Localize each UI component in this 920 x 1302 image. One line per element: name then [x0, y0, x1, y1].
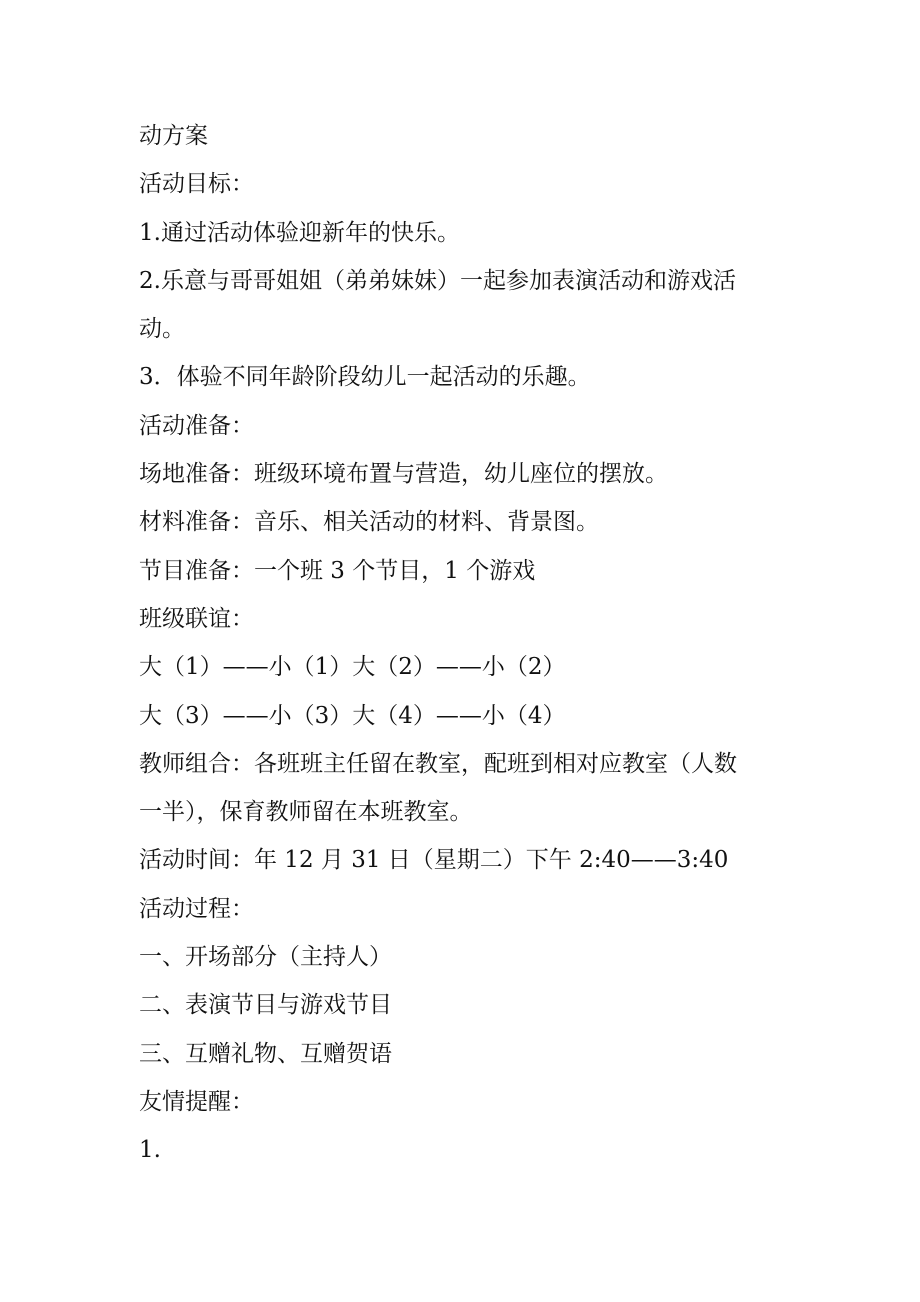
doc-line-reminder-heading: 友情提醒： [139, 1088, 254, 1115]
doc-line-teacher-group: 教师组合：各班班主任留在教室，配班到相对应教室（人数 [139, 750, 737, 777]
doc-line-class-pairing-1: 大（1）——小（1）大（2）——小（2） [139, 654, 566, 681]
doc-line-reminder-1: 1. [139, 1137, 161, 1164]
doc-line-goal-3: 3．体验不同年龄阶段幼儿一起活动的乐趣。 [139, 364, 591, 391]
document-body [139, 112, 789, 1175]
doc-line-process-1: 一、开场部分（主持人） [139, 944, 392, 971]
doc-line-title-fragment: 动方案 [139, 123, 208, 149]
doc-line-goal-2-cont: 动。 [139, 316, 185, 343]
doc-line-class-pairing-heading: 班级联谊： [139, 605, 254, 632]
doc-line-venue-prep: 场地准备：班级环境布置与营造，幼儿座位的摆放。 [139, 461, 668, 488]
doc-line-goal-2: 2.乐意与哥哥姐姐（弟弟妹妹）一起参加表演活动和游戏活 [139, 267, 736, 294]
doc-line-process-2: 二、表演节目与游戏节目 [139, 992, 392, 1019]
doc-line-activity-time: 活动时间：年 12 月 31 日（星期二）下午 2:40——3:40 [139, 847, 729, 874]
doc-line-process-heading: 活动过程： [139, 895, 254, 922]
doc-line-teacher-group-cont: 一半），保育教师留在本班教室。 [139, 799, 473, 826]
doc-line-goal-1: 1.通过活动体验迎新年的快乐。 [139, 219, 460, 246]
doc-line-class-pairing-2: 大（3）——小（3）大（4）——小（4） [139, 702, 566, 729]
doc-line-process-3: 三、互赠礼物、互赠贺语 [139, 1040, 392, 1067]
doc-line-program-prep: 节目准备：一个班 3 个节目，1 个游戏 [139, 557, 536, 584]
doc-line-goals-heading: 活动目标： [139, 171, 254, 198]
doc-line-material-prep: 材料准备：音乐、相关活动的材料、背景图。 [139, 509, 599, 536]
doc-line-prep-heading: 活动准备： [139, 412, 254, 439]
